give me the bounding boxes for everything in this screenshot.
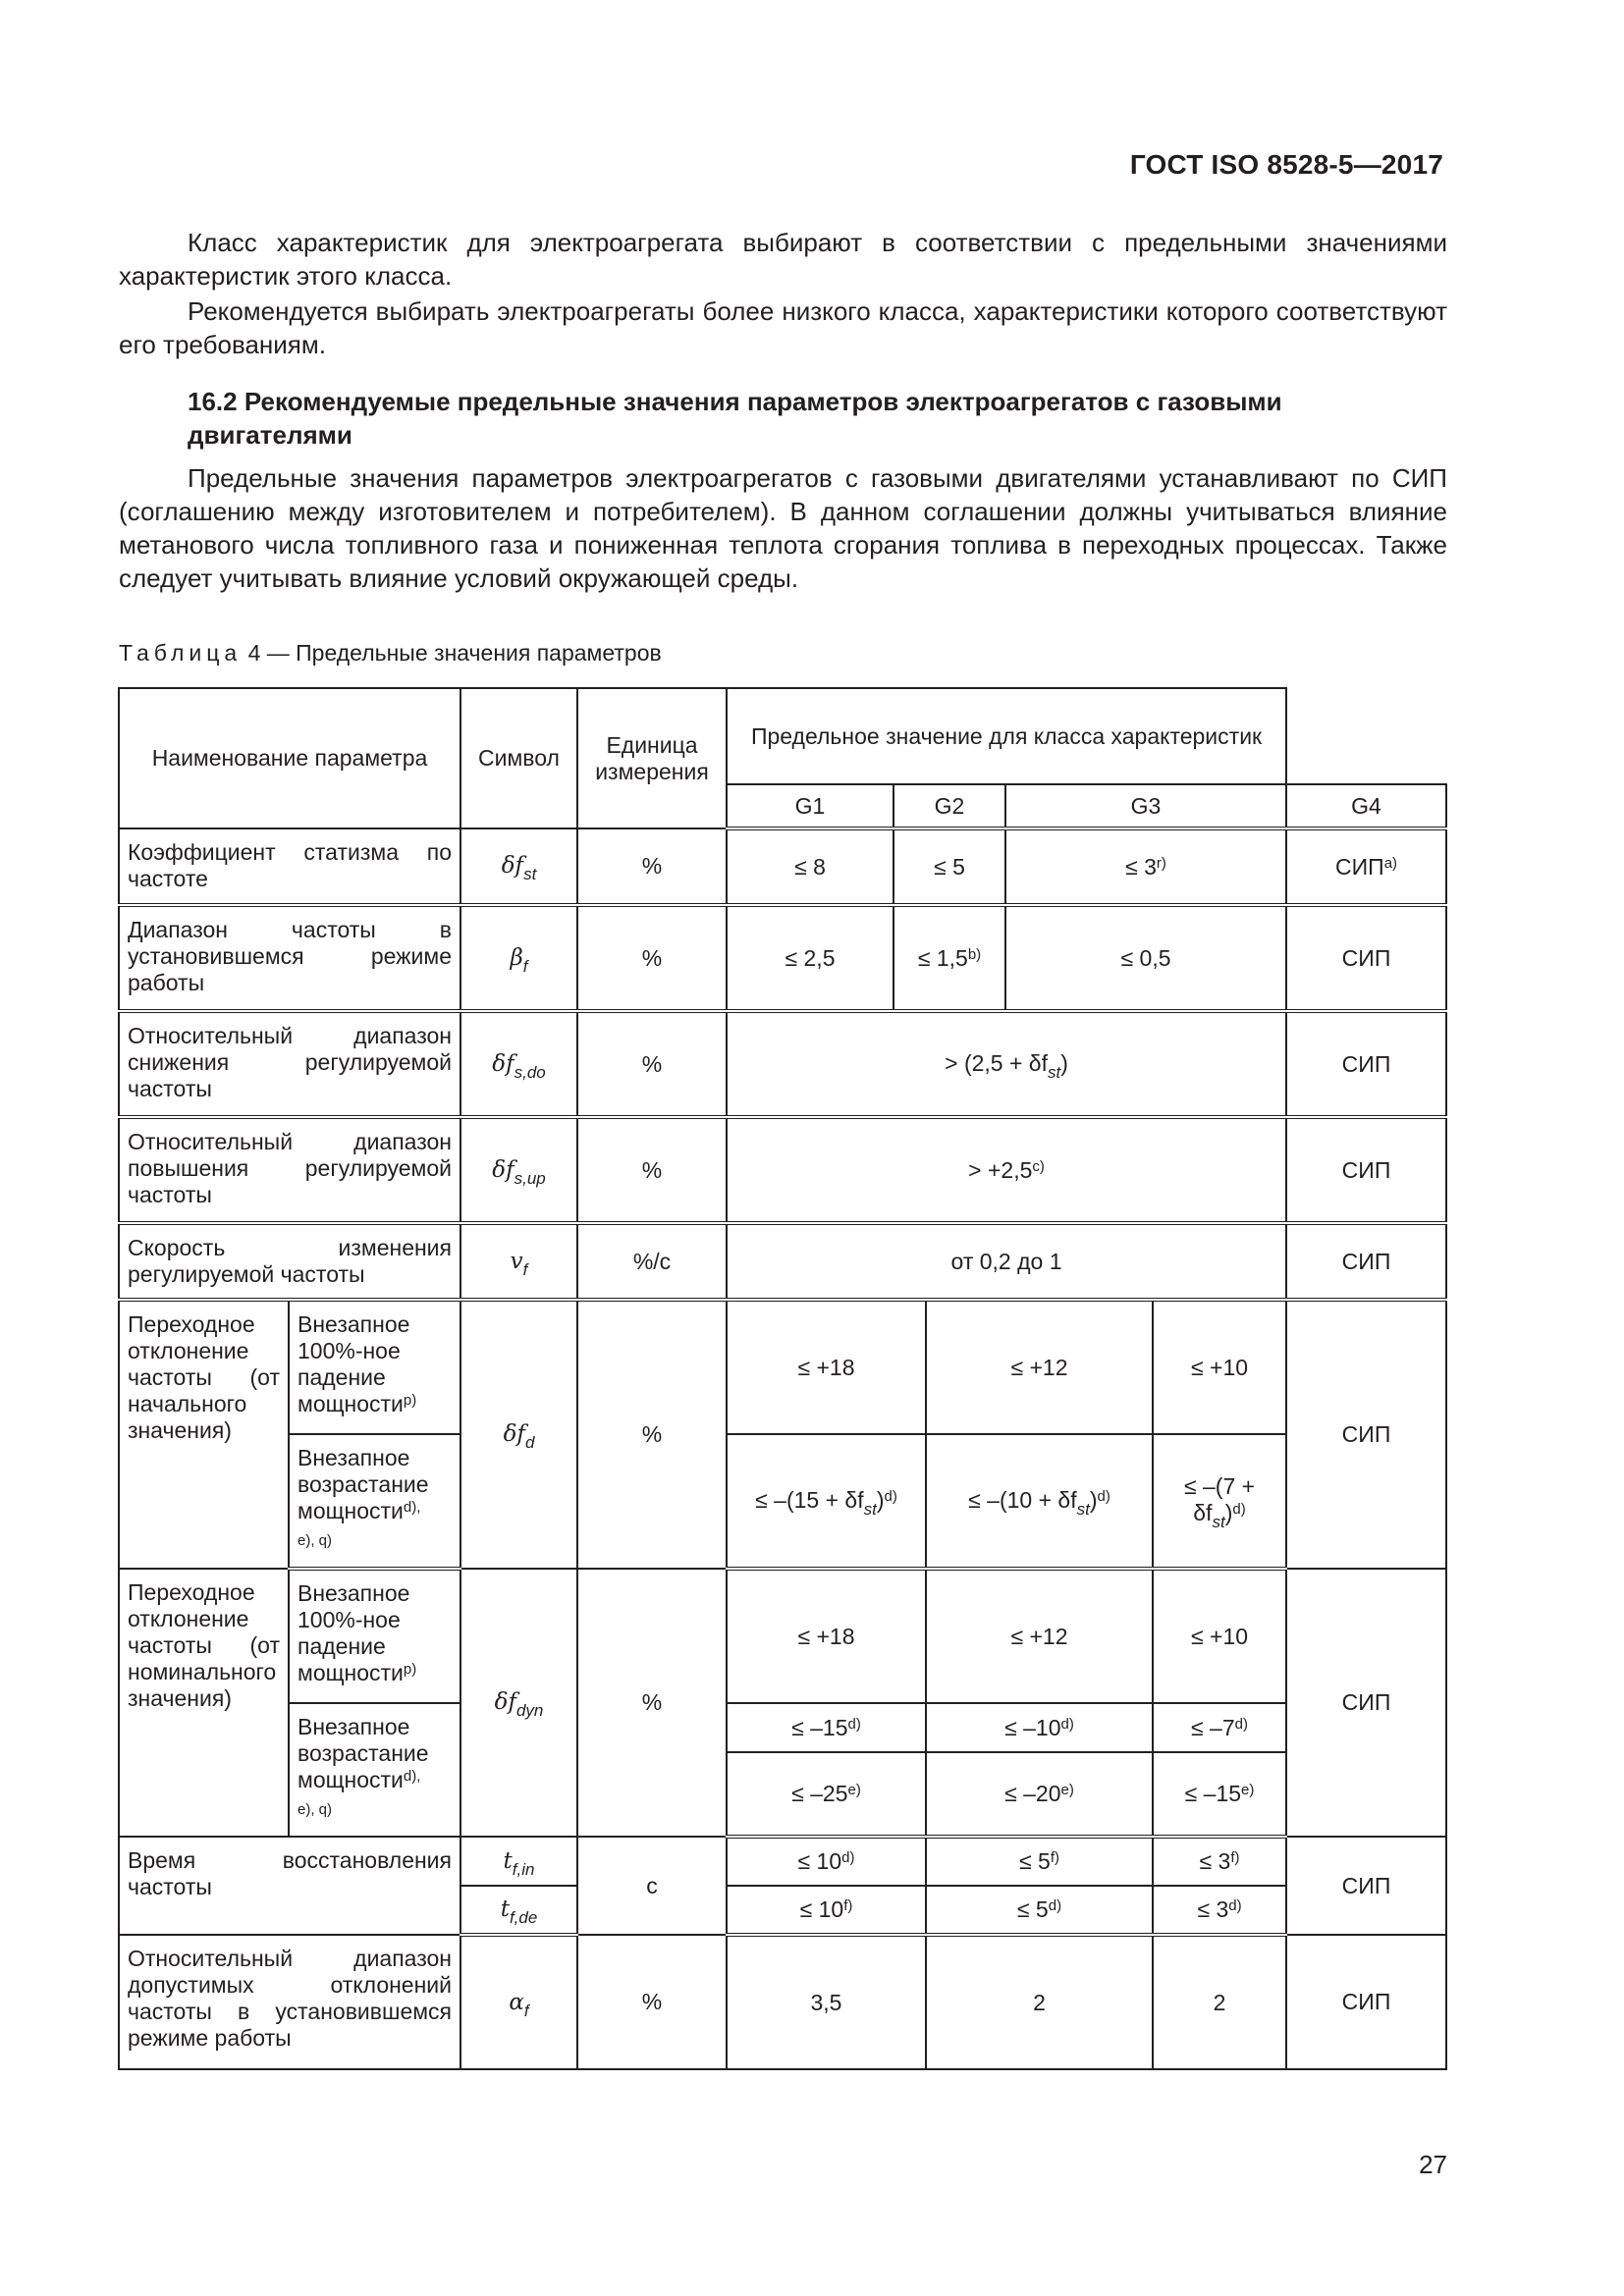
value-g1: ≤ $-(15 + \delta f_{st})^{d)}$ — [727, 1434, 926, 1569]
param-symbol: $\delta f_d$ — [460, 1300, 577, 1569]
param-name: Переходное отклонение частоты (от номинального значения) — [119, 1569, 289, 1837]
value-g3: ≤ $-(7 + \delta f_{st})^{d)}$ — [1153, 1434, 1286, 1569]
value-g4: СИП$^{a)}$ — [1286, 828, 1446, 905]
param-symbol: $t_{f,de}$ — [460, 1886, 577, 1935]
param-symbol: $\delta f_{s,up}$ — [460, 1117, 577, 1223]
value-g1: 3,5 — [727, 1935, 926, 2069]
param-unit: % — [577, 1011, 727, 1117]
header-unit: Единица измерения — [577, 688, 727, 828]
table-row — [119, 1011, 1446, 1117]
value-g4: СИП — [1286, 1011, 1446, 1117]
header-g3: G3 — [1005, 784, 1286, 828]
value-g4: СИП — [1286, 1569, 1446, 1837]
header-symbol: Символ — [460, 688, 577, 828]
value-g4: СИП — [1286, 1837, 1446, 1935]
param-symbol: $t_{f,in}$ — [460, 1837, 577, 1886]
header-row — [119, 688, 1446, 784]
param-unit: %/с — [577, 1223, 727, 1300]
value-g1-g3: > $+2,5^{c)}$ — [727, 1117, 1286, 1223]
paragraph-class-selection: Класс характеристик для электроагрегата выбирают в соответствии с предельными значениями характеристик этого класса. — [119, 228, 1447, 291]
param-name: Коэффициент статизма по частоте — [119, 828, 460, 905]
value-g4: СИП — [1286, 905, 1446, 1011]
param-unit: % — [577, 1300, 727, 1569]
value-g1: ≤ $10^{d)}$ — [727, 1837, 926, 1886]
document-code: ГОСТ ISO 8528-5—2017 — [1129, 149, 1443, 180]
value-g1-g3: > $(2,5 + \delta f_{st})$ — [727, 1011, 1286, 1117]
table-row — [119, 905, 1446, 1011]
param-symbol: $v_f$ — [460, 1223, 577, 1300]
value-g3: ≤ $-7^{d)}$ — [1153, 1703, 1286, 1752]
param-symbol: $\delta f_{s,do}$ — [460, 1011, 577, 1117]
header-g4: G4 — [1286, 784, 1446, 828]
table-row — [119, 1935, 1446, 2069]
param-unit: % — [577, 1935, 727, 2069]
param-unit: % — [577, 1569, 727, 1837]
param-unit: % — [577, 828, 727, 905]
value-g2: ≤ $5^{d)}$ — [926, 1886, 1153, 1935]
param-symbol: $\delta f_{dyn}$ — [460, 1569, 577, 1837]
parameters-table — [118, 687, 1447, 2070]
value-g2: ≤ $5^{f)}$ — [926, 1837, 1153, 1886]
value-g1: ≤ $-15^{d)}$ — [727, 1703, 926, 1752]
value-g1: ≤ +18 — [727, 1300, 926, 1434]
value-g4: СИП — [1286, 1300, 1446, 1569]
value-g2: ≤ 5 — [893, 828, 1005, 905]
param-name: Относительный диапазон допустимых отклонений частоты в установившемся режиме работы — [119, 1935, 460, 2069]
table-row — [119, 1117, 1446, 1223]
value-g3: ≤ $-15^{e)}$ — [1153, 1752, 1286, 1837]
value-g2: ≤ $-20^{e)}$ — [926, 1752, 1153, 1837]
param-symbol: $\delta f_{st}$ — [460, 828, 577, 905]
value-g2: ≤ +12 — [926, 1569, 1153, 1703]
paragraph-limits: Предельные значения параметров электроагрегатов с газовыми двигателями устанавливают по СИП (соглашению между изготовителем и потребителем). В данном соглашении должны учитываться влияние метанового числа топливного газа и пониженная теплота сгорания топлива в переходных процессах. Также следует учитывать влияние условий окружающей среды. — [119, 463, 1447, 593]
value-g3: ≤ $3^{r)}$ — [1005, 828, 1286, 905]
value-g1: ≤ 2,5 — [727, 905, 893, 1011]
caption-text: 4 — Предельные значения параметров — [247, 640, 662, 666]
param-name: Переходное отклонение частоты (от начального значения) — [119, 1300, 289, 1569]
param-subcondition: Внезапное возрастание мощности$^{d),}$ e), q) — [289, 1434, 460, 1569]
value-g1: ≤ $-25^{e)}$ — [727, 1752, 926, 1837]
value-g3: ≤ $3^{f)}$ — [1153, 1837, 1286, 1886]
header-limit: Предельное значение для класса характеристик — [727, 688, 1286, 784]
value-g4: СИП — [1286, 1223, 1446, 1300]
value-g3: ≤ 0,5 — [1005, 905, 1286, 1011]
param-name: Относительный диапазон снижения регулируемой частоты — [119, 1011, 460, 1117]
value-g2: ≤ +12 — [926, 1300, 1153, 1434]
value-g3: ≤ +10 — [1153, 1300, 1286, 1434]
table-row — [119, 1223, 1446, 1300]
page-number: 27 — [1419, 2150, 1447, 2179]
param-subcondition: Внезапное 100%-ное падение мощности$^{p)}$ — [289, 1569, 460, 1703]
value-g3: ≤ $3^{d)}$ — [1153, 1886, 1286, 1935]
table-row — [119, 1300, 1446, 1434]
header-name: Наименование параметра — [119, 688, 460, 828]
value-g2: ≤ $-10^{d)}$ — [926, 1703, 1153, 1752]
table-row — [119, 1434, 1446, 1569]
value-g2: ≤ $-(10 + \delta f_{st})^{d)}$ — [926, 1434, 1153, 1569]
param-name: Относительный диапазон повышения регулируемой частоты — [119, 1117, 460, 1223]
table-row — [119, 1837, 1446, 1886]
caption-label: Таблица — [119, 640, 243, 666]
param-subcondition: Внезапное 100%-ное падение мощности$^{p)}$ — [289, 1300, 460, 1434]
value-g1-g3: от 0,2 до 1 — [727, 1223, 1286, 1300]
table-caption — [119, 640, 662, 667]
value-g3: 2 — [1153, 1935, 1286, 2069]
value-g1: ≤ $10^{f)}$ — [727, 1886, 926, 1935]
header-g2: G2 — [893, 784, 1005, 828]
param-unit: % — [577, 905, 727, 1011]
value-g1: ≤ +18 — [727, 1569, 926, 1703]
value-g2: ≤ $1,5^{b)}$ — [893, 905, 1005, 1011]
param-symbol: $\beta_f$ — [460, 905, 577, 1011]
section-heading: 16.2 Рекомендуемые предельные значения параметров электроагрегатов с газовыми двигателями — [188, 387, 1282, 450]
value-g4: СИП — [1286, 1935, 1446, 2069]
header-g1: G1 — [727, 784, 893, 828]
table-row — [119, 1703, 1446, 1752]
paragraph-recommendation: Рекомендуется выбирать электроагрегаты более низкого класса, характеристики которого соответствуют его требованиям. — [119, 296, 1447, 359]
param-name: Время восстановления частоты — [119, 1837, 460, 1935]
table-row — [119, 1569, 1446, 1703]
value-g4: СИП — [1286, 1117, 1446, 1223]
value-g3: ≤ +10 — [1153, 1569, 1286, 1703]
value-g1: ≤ 8 — [727, 828, 893, 905]
param-name: Скорость изменения регулируемой частоты — [119, 1223, 460, 1300]
param-unit: % — [577, 1117, 727, 1223]
param-subcondition: Внезапное возрастание мощности$^{d),}$ e), q) — [289, 1703, 460, 1837]
param-symbol: $\alpha_f$ — [460, 1935, 577, 2069]
value-g2: 2 — [926, 1935, 1153, 2069]
table-row — [119, 828, 1446, 905]
param-name: Диапазон частоты в установившемся режиме работы — [119, 905, 460, 1011]
param-unit: с — [577, 1837, 727, 1935]
